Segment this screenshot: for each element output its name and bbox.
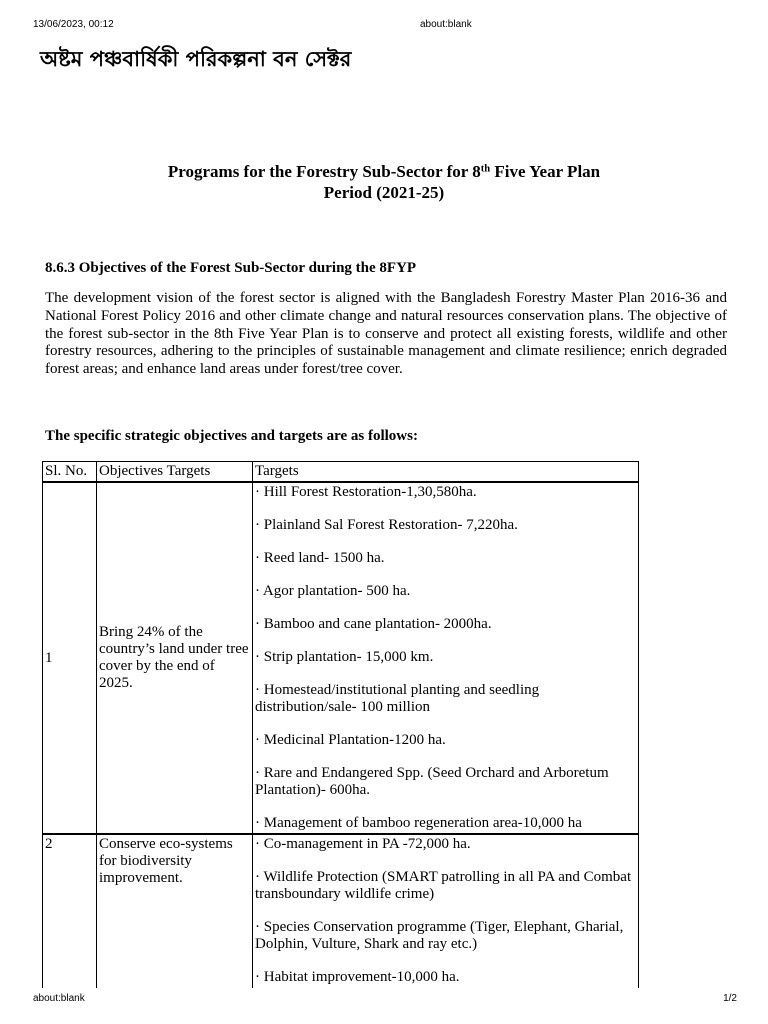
target-item: · Bamboo and cane plantation- 2000ha.	[255, 616, 492, 632]
print-header-title: about:blank	[420, 19, 472, 30]
main-heading	[0, 161, 768, 203]
main-heading-text-end: Five Year Plan	[490, 162, 601, 181]
target-item: · Hill Forest Restoration-1,30,580ha.	[255, 484, 477, 500]
target-item: · Plainland Sal Forest Restoration- 7,220ha.	[255, 517, 518, 533]
target-item: · Habitat improvement-10,000 ha.	[255, 969, 460, 985]
target-item: · Management of bamboo regeneration area-10,000 ha	[255, 815, 582, 831]
target-item: · Wildlife Protection (SMART patrolling in all PA and Combat transboundary wildlife crime)	[255, 869, 632, 902]
column-header-sl-no: Sl. No.	[43, 462, 97, 483]
objectives-targets-table	[42, 461, 639, 988]
intro-paragraph: The development vision of the forest sector is aligned with the Bangladesh Forestry Master Plan 2016-36 and National Forest Policy 2016 and other climate change and natural resources conservation plans. The objective of the forest sub-sector in the 8th Five Year Plan is to conserve and protect all existing forests, wildlife and other forestry resources, adhering to the principles of sustainable management and climate resilience; enrich degraded forest areas; and enhance land areas under forest/tree cover.	[45, 290, 727, 378]
sl-no-cell: 2	[43, 834, 97, 988]
print-footer-page-number: 1/2	[723, 993, 737, 1004]
objective-cell: Bring 24% of the country’s land under tree cover by the end of 2025.	[97, 482, 253, 834]
main-heading-text: Programs for the Forestry Sub-Sector for 8	[167, 162, 481, 181]
table-row	[43, 482, 639, 834]
print-footer-url: about:blank	[33, 993, 85, 1004]
table-viewport	[40, 459, 642, 988]
target-item: · Co-management in PA -72,000 ha.	[255, 836, 471, 852]
column-header-targets: Targets	[253, 462, 639, 483]
target-item: · Rare and Endangered Spp. (Seed Orchard and Arboretum Plantation)- 600ha.	[255, 765, 609, 798]
targets-cell	[253, 834, 639, 988]
objective-cell: Conserve eco-systems for biodiversity improvement.	[97, 834, 253, 988]
table-intro-heading: The specific strategic objectives and targets are as follows:	[45, 428, 418, 444]
target-item: · Species Conservation programme (Tiger, Elephant, Gharial, Dolphin, Vulture, Shark and ray etc.)	[255, 919, 624, 952]
table-row	[43, 834, 639, 988]
target-item: · Strip plantation- 15,000 km.	[255, 649, 434, 665]
print-header-datetime: 13/06/2023, 00:12	[33, 19, 114, 30]
table-header-row	[43, 462, 639, 483]
target-item: · Agor plantation- 500 ha.	[255, 583, 411, 599]
target-item: · Homestead/institutional planting and seedling distribution/sale- 100 million	[255, 682, 540, 715]
target-item: · Medicinal Plantation-1200 ha.	[255, 732, 446, 748]
targets-cell	[253, 482, 639, 834]
section-title: 8.6.3 Objectives of the Forest Sub-Sector during the 8FYP	[45, 260, 417, 276]
target-item: · Reed land- 1500 ha.	[255, 550, 385, 566]
ordinal-superscript: th	[480, 163, 491, 175]
sl-no-cell: 1	[43, 482, 97, 834]
main-heading-line-2: Period (2021-25)	[323, 183, 445, 202]
main-heading-line-1	[0, 161, 768, 182]
bengali-page-title: অষ্টম পঞ্চবার্ষিকী পরিকল্পনা বন সেক্টর	[40, 47, 352, 71]
column-header-objectives: Objectives Targets	[97, 462, 253, 483]
